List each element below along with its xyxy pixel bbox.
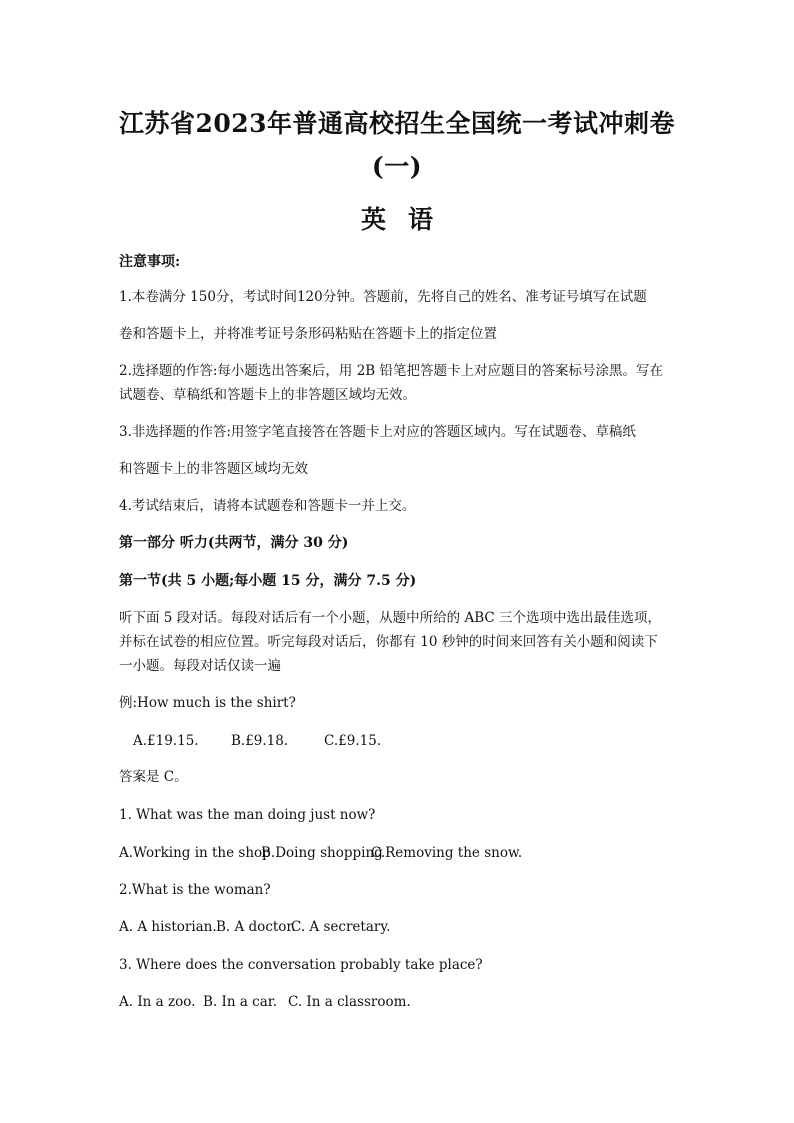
option-a: A. A historian. xyxy=(119,919,217,935)
option-a: A. In a zoo. xyxy=(119,994,196,1010)
example-option-a: A.£19.15. xyxy=(133,733,199,749)
instruction-line: 并标在试卷的相应位置。听完每段对话后，你都有 10 秒钟的时间来回答有关小题和阅读下 xyxy=(119,634,658,650)
notice-line: 4.考试结束后，请将本试题卷和答题卡一并上交。 xyxy=(119,498,416,514)
notice-heading: 注意事项: xyxy=(119,254,181,270)
part-heading: 第一部分 听力(共两节，满分 30 分) xyxy=(119,535,349,551)
example-options xyxy=(133,733,703,749)
example-option-b: B.£9.18. xyxy=(231,733,289,749)
notice-line: 2.选择题的作答:每小题选出答案后，用 2B 铅笔把答题卡上对应题目的答案标号涂黑。写在 xyxy=(119,363,664,379)
notice-line: 1.本卷满分 150分，考试时间120分钟。答题前，先将自己的姓名、准考证号填写在试题 xyxy=(119,289,647,305)
example-question: 例:How much is the shirt? xyxy=(119,695,296,711)
option-c: C.Removing the snow. xyxy=(371,845,523,861)
question-2: 2.What is the woman? xyxy=(119,882,271,898)
question-3: 3. Where does the conversation probably take place? xyxy=(119,957,483,973)
notice-line: 试题卷、草稿纸和答题卡上的非答题区域均无效。 xyxy=(119,387,416,403)
question-2-options xyxy=(119,919,689,935)
example-answer: 答案是 C。 xyxy=(119,769,188,785)
option-b: B. In a car. xyxy=(203,994,278,1010)
instruction-line: 听下面 5 段对话。每段对话后有一个小题，从题中所给的 ABC 三个选项中选出最佳选项， xyxy=(119,610,662,626)
subject-title: 英语 xyxy=(360,205,455,234)
exam-title: 江苏省2023年普通高校招生全国统一考试冲刺卷 xyxy=(118,109,676,138)
option-b: B.Doing shopping xyxy=(261,845,383,861)
option-a: A.Working in the shop xyxy=(119,845,271,861)
question-3-options xyxy=(119,994,689,1010)
option-c: C. In a classroom. xyxy=(288,994,411,1010)
exam-volume: (一) xyxy=(371,152,423,181)
section-heading: 第一节(共 5 小题;每小题 15 分，满分 7.5 分) xyxy=(119,573,417,589)
notice-line: 和答题卡上的非答题区域均无效 xyxy=(119,461,308,477)
notice-line: 卷和答题卡上，并将准考证号条形码粘贴在答题卡上的指定位置 xyxy=(119,326,497,342)
question-1-options xyxy=(119,845,689,861)
instruction-line: 一小题。每段对话仅读一遍 xyxy=(119,658,281,674)
question-1: 1. What was the man doing just now? xyxy=(119,807,376,823)
example-option-c: C.£9.15. xyxy=(324,733,382,749)
notice-line: 3.非选择题的作答:用签字笔直接答在答题卡上对应的答题区域内。写在试题卷、草稿纸 xyxy=(119,424,636,440)
option-c: C. A secretary. xyxy=(291,919,391,935)
option-b: B. A doctor. xyxy=(216,919,296,935)
